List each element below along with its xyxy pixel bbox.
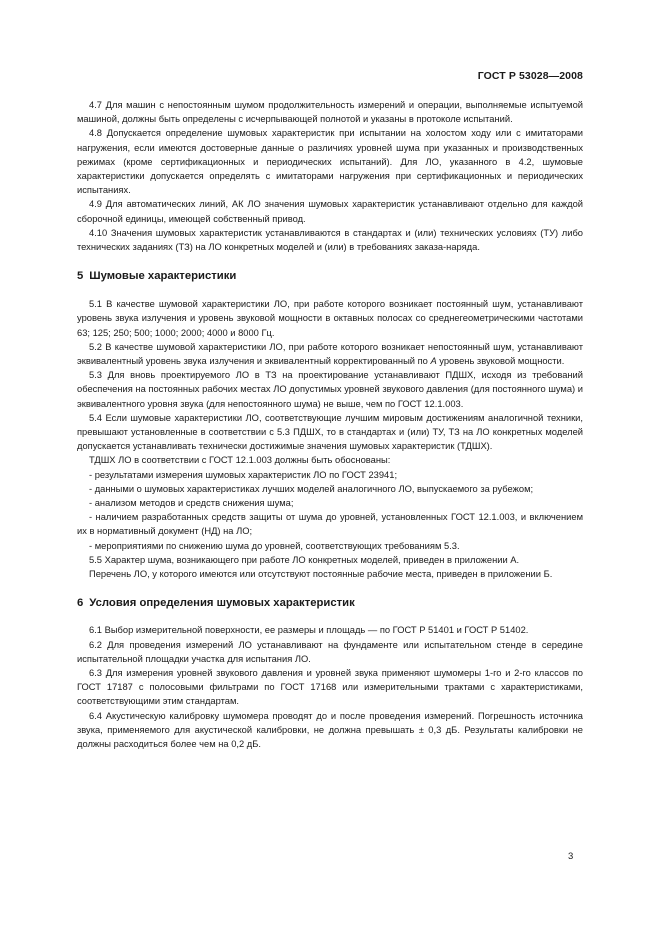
paragraph-4-7: 4.7 Для машин с непостоянным шумом продолжительность измерений и операции, выполняемые испытуемой машиной, должны быть определены с исчерпывающей полнотой и указаны в протоколе испытаний. [77, 100, 583, 125]
paragraph-5-2-text-a: 5.2 В качестве шумовой характеристики ЛО, при работе которого возникает непостоянный шум, устанавливают эквивалентный уровень звука излучения и эквивалентный корректированный по [77, 341, 583, 367]
paragraph-5-5: 5.5 Характер шума, возникающего при работе ЛО конкретных моделей, приведен в приложении А. [89, 554, 520, 565]
paragraph-5-3: 5.3 Для вновь проектируемого ЛО в ТЗ на проектирование устанавливают ПДШХ, исходя из требований обеспечения на постоянных рабочих местах ЛО допустимых уровней звукового давления (для постоянного шума) и эквивалентного уровня звука (для непостоянного шума) не выше, чем по ГОСТ 12.1.003. [77, 370, 583, 409]
list-item: - анализом методов и средств снижения шума; [89, 498, 294, 509]
paragraph-5-2-italic: А [430, 356, 437, 367]
section-5-heading [77, 269, 583, 283]
paragraph-6-4: 6.4 Акустическую калибровку шумомера проводят до и после проведения измерений. Погрешность источника звука, применяемого для акустической калибровки, не должна превышать ± 0,3 дБ. Результаты калибровки не должны расходиться более чем на 0,2 дБ. [77, 710, 583, 749]
paragraph-4-9: 4.9 Для автоматических линий, АК ЛО значения шумовых характеристик устанавливают отдельно для каждой сборочной единицы, имеющей собственный привод. [77, 199, 583, 224]
paragraph-tdshx-intro: ТДШХ ЛО в соответствии с ГОСТ 12.1.003 должны быть обоснованы: [89, 455, 391, 466]
list-item: - результатами измерения шумовых характеристик ЛО по ГОСТ 23941; [89, 469, 398, 480]
paragraph-5-1: 5.1 В качестве шумовой характеристики ЛО, при работе которого возникает постоянный шум, устанавливают уровень звука излучения и уровень звуковой мощности в октавных полосах со среднегеометрическими частотами 63; 125; 250; 500; 1000; 2000; 4000 и 8000 Гц. [77, 299, 583, 338]
section-5-number: 5 [77, 270, 84, 283]
section-6-title: Условия определения шумовых характеристик [89, 597, 355, 610]
standard-header: ГОСТ Р 53028—2008 [477, 70, 583, 82]
page-number: 3 [568, 851, 574, 862]
paragraph-list-lo: Перечень ЛО, у которого имеются или отсутствуют постоянные рабочие места, приведен в приложении Б. [89, 569, 553, 580]
paragraph-4-10: 4.10 Значения шумовых характеристик устанавливаются в стандартах и (или) технических условиях (ТУ) либо технических заданиях (ТЗ) на ЛО конкретных моделей и (или) в требованиях заказа-наряда. [77, 227, 583, 253]
list-item: - данными о шумовых характеристиках лучших моделей аналогичного ЛО, выпускаемого за рубежом; [89, 483, 534, 494]
paragraph-5-4: 5.4 Если шумовые характеристики ЛО, соответствующие лучшим мировым достижениям аналогичной техники, превышают установленные в соответствии с 5.3 ПДШХ, то в стандартах и (или) ТУ, ТЗ на ЛО конкретных моделей допускается устанавливать технически достижимые значения шумовых характеристик (ТДШХ). [77, 412, 583, 452]
list-item: - наличием разработанных средств защиты от шума до уровней, установленных ГОСТ 12.1.003, и включением их в нормативный документ (НД) на ЛО; [77, 512, 583, 537]
list-item: - мероприятиями по снижению шума до уровней, соответствующих требованиям 5.3. [89, 540, 460, 551]
paragraph-4-8: 4.8 Допускается определение шумовых характеристик при испытании на холостом ходу или с имитаторами нагружения, если имеются достоверные данные о различиях уровней шума при указанных и производственных режимах (кроме сертификационных и периодических испытаний). Для ЛО, указанного в 4.2, шумовые характеристики допускается определять с имитаторами нагружения при сертификационных и периодических испытаниях. [77, 128, 583, 196]
paragraph-5-2 [77, 340, 583, 368]
section-6-number: 6 [77, 597, 84, 610]
section-5-title: Шумовые характеристики [89, 270, 237, 283]
section-6-heading [77, 596, 583, 610]
paragraph-6-3: 6.3 Для измерения уровней звукового давления и уровней звука применяют шумомеры 1-го и 2-го классов по ГОСТ 17187 с полосовыми фильтрами по ГОСТ 17168 или измерительными трактами с характеристиками, соответствующими этим стандартам. [77, 667, 583, 707]
paragraph-6-1: 6.1 Выбор измерительной поверхности, ее размеры и площадь — по ГОСТ Р 51401 и ГОСТ Р 51402. [89, 625, 529, 636]
paragraph-5-2-text-b: уровень звуковой мощности. [436, 356, 565, 367]
paragraph-6-2: 6.2 Для проведения измерений ЛО устанавливают на фундаменте или испытательном стенде в середине испытательной площадки участка для испытания ЛО. [77, 639, 583, 664]
document-body [77, 98, 583, 751]
